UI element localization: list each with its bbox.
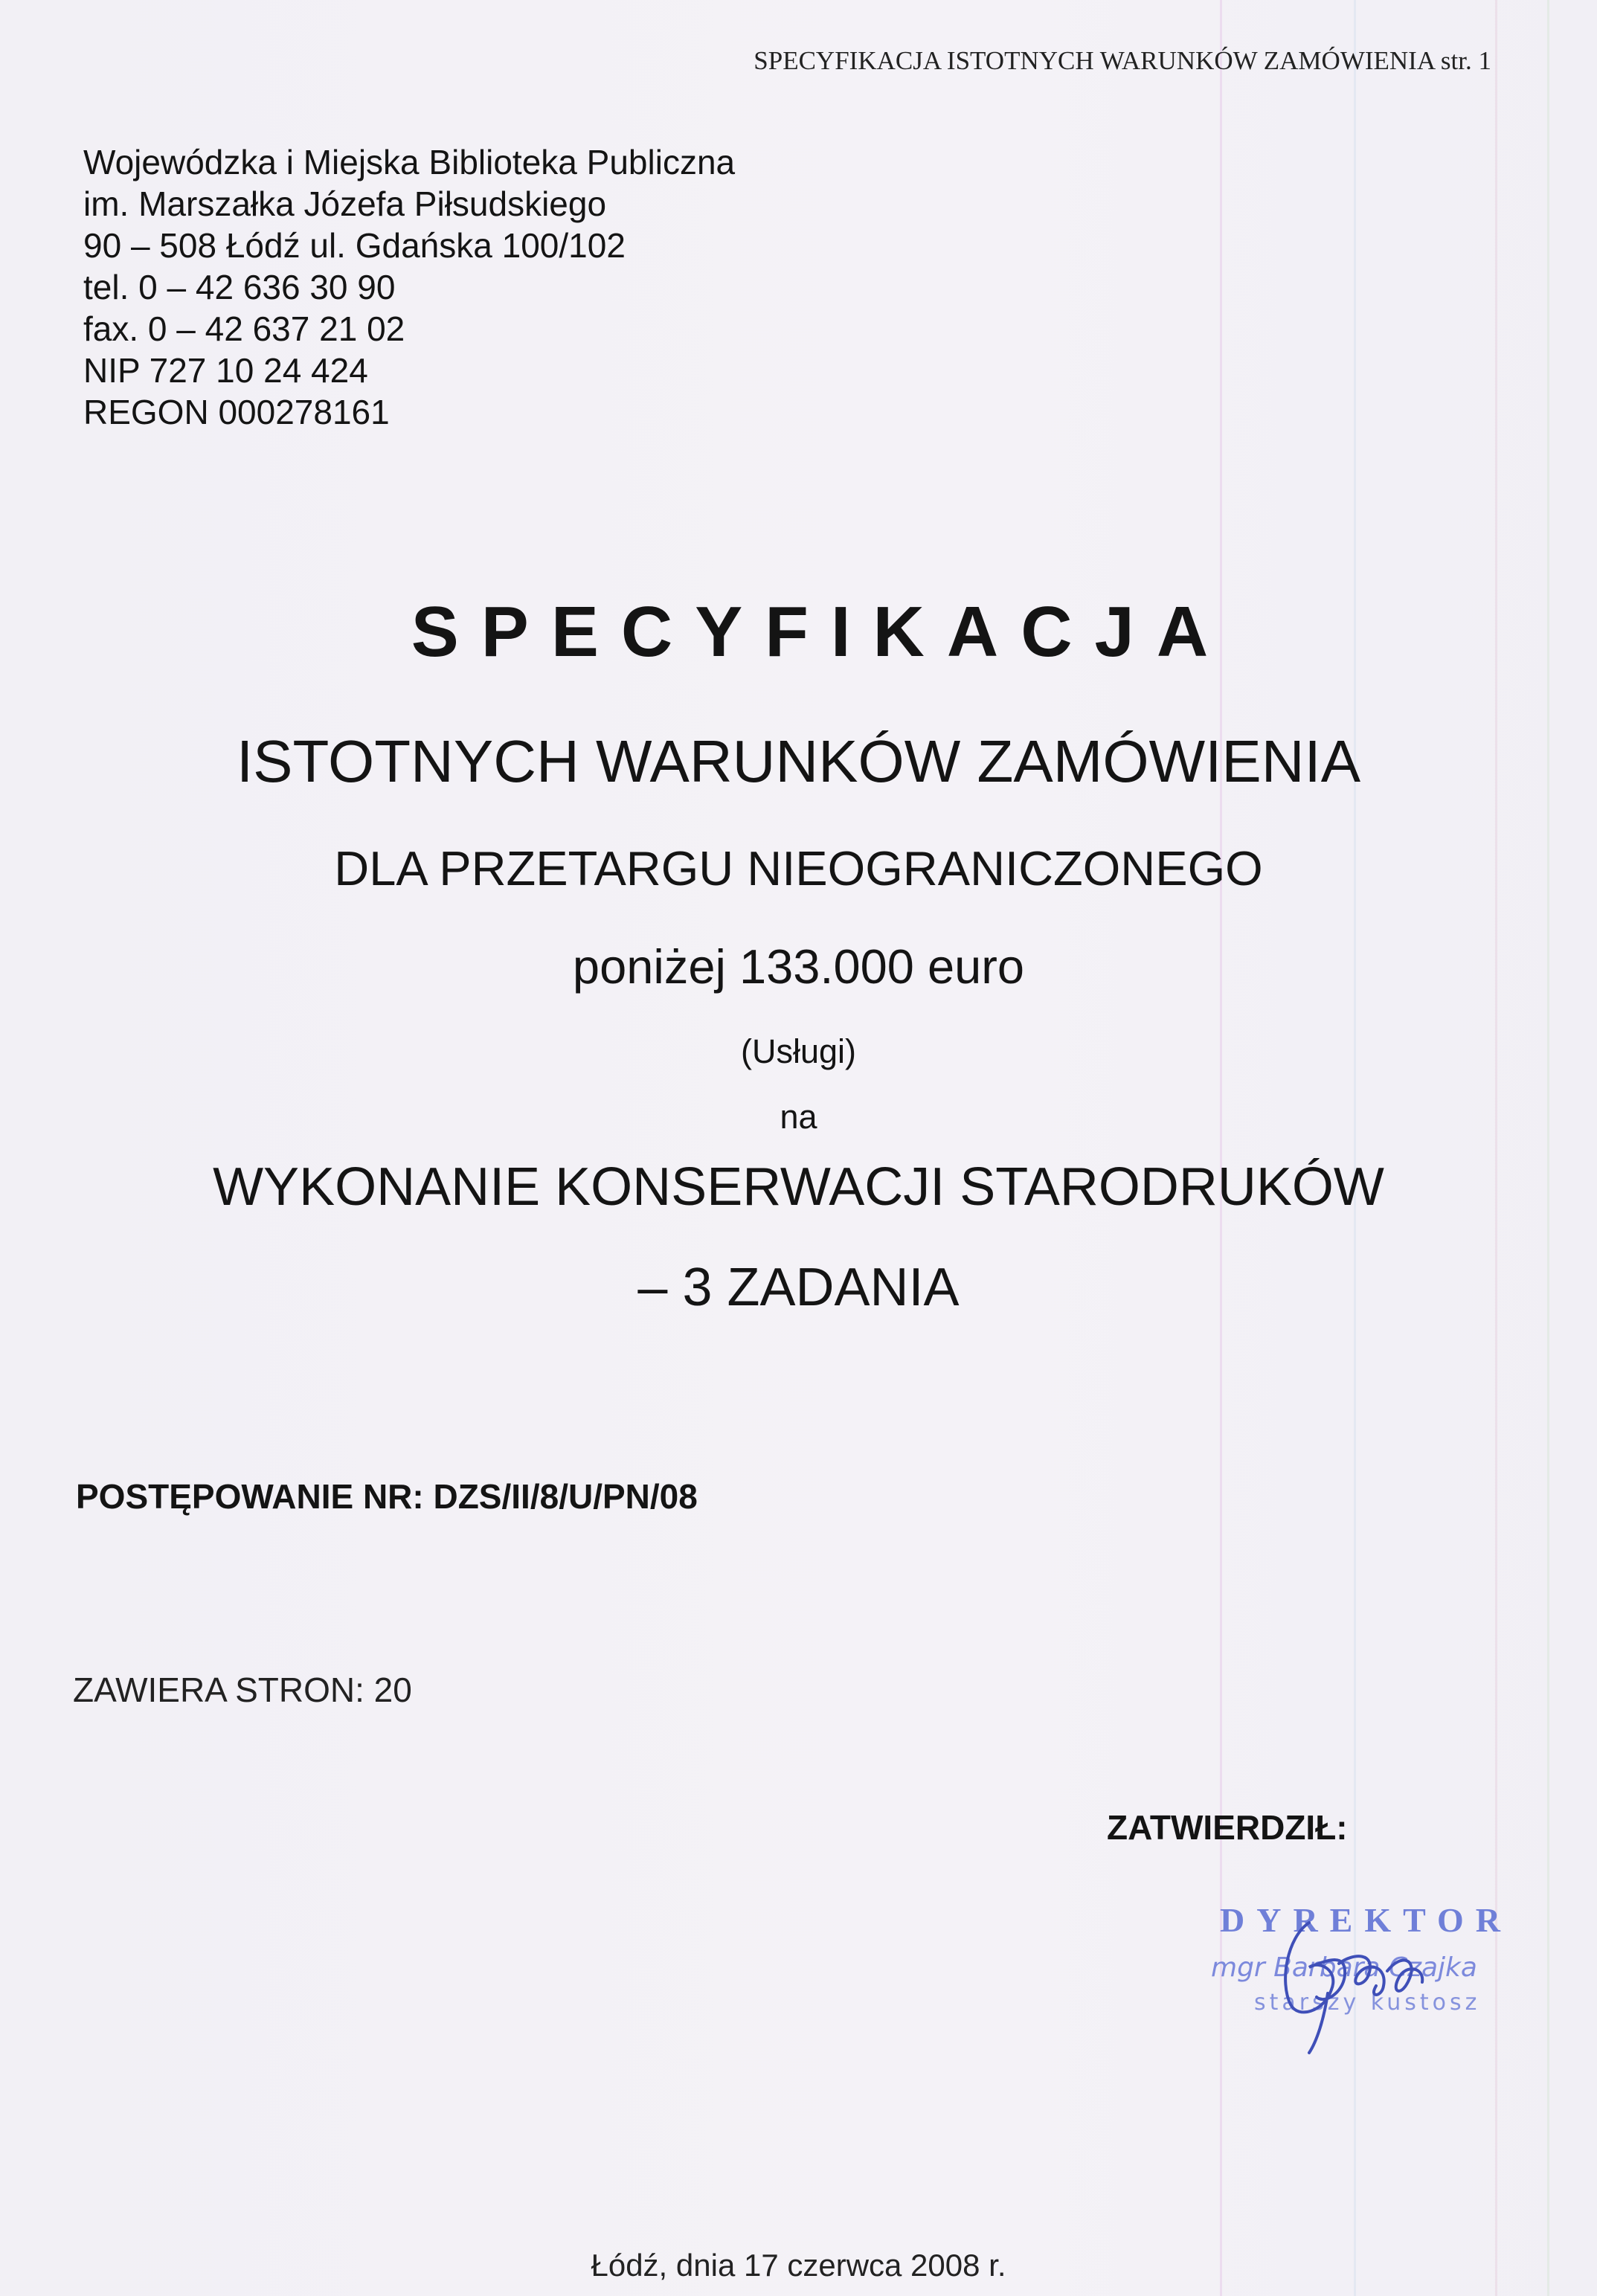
address-line: NIP 727 10 24 424 bbox=[83, 351, 368, 390]
approval-label: ZATWIERDZIŁ: bbox=[1107, 1808, 1348, 1847]
running-header: SPECYFIKACJA ISTOTNYCH WARUNKÓW ZAMÓWIENIA str. 1 bbox=[753, 46, 1491, 75]
procedure-number: POSTĘPOWANIE NR: DZS/II/8/U/PN/08 bbox=[76, 1477, 698, 1516]
stamp-name: mgr Barbara Czajka bbox=[1211, 1952, 1477, 1983]
address-line: tel. 0 – 42 636 30 90 bbox=[83, 268, 396, 306]
address-line: REGON 000278161 bbox=[83, 393, 390, 431]
subject-title: WYKONANIE KONSERWACJI STARODRUKÓW bbox=[213, 1157, 1384, 1217]
scan-artifact-line bbox=[1547, 0, 1549, 2296]
title-line: poniżej 133.000 euro bbox=[572, 939, 1025, 994]
address-line: Wojewódzka i Miejska Biblioteka Publiczna bbox=[83, 143, 736, 181]
title-line: ISTOTNYCH WARUNKÓW ZAMÓWIENIA bbox=[236, 728, 1361, 794]
institution-address bbox=[83, 141, 735, 433]
title-line: (Usługi) bbox=[740, 1032, 857, 1070]
place-and-date: Łódź, dnia 17 czerwca 2008 r. bbox=[591, 2248, 1006, 2283]
handwritten-signature bbox=[1257, 1900, 1450, 2057]
title-line: DLA PRZETARGU NIEOGRANICZONEGO bbox=[334, 841, 1263, 895]
document-title: SPECYFIKACJA bbox=[411, 592, 1231, 672]
stamp-role: starszy kustosz bbox=[1254, 1990, 1481, 2016]
subject-title: – 3 ZADANIA bbox=[637, 1258, 960, 1317]
address-line: fax. 0 – 42 637 21 02 bbox=[83, 309, 405, 348]
address-line: 90 – 508 Łódź ul. Gdańska 100/102 bbox=[83, 226, 626, 265]
address-line: im. Marszałka Józefa Piłsudskiego bbox=[83, 184, 607, 223]
title-line: na bbox=[780, 1098, 817, 1136]
pages-count: ZAWIERA STRON: 20 bbox=[73, 1670, 412, 1709]
stamp-title: DYREKTOR bbox=[1220, 1901, 1512, 1939]
